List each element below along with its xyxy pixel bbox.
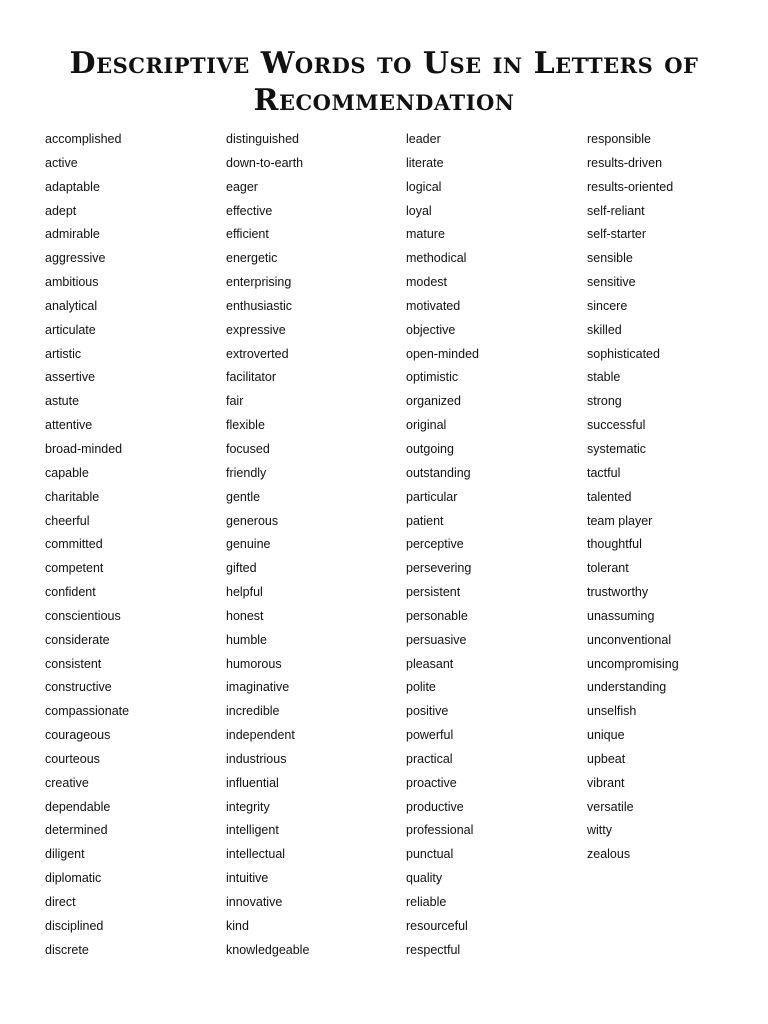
word-item: kind xyxy=(226,918,249,933)
word-item: integrity xyxy=(226,799,270,814)
word-item: adaptable xyxy=(45,179,100,194)
word-item: ambitious xyxy=(45,275,99,290)
page-title xyxy=(0,45,768,119)
word-item: efficient xyxy=(226,227,269,242)
word-item: intuitive xyxy=(226,871,269,886)
word-item: attentive xyxy=(45,418,93,433)
word-item: upbeat xyxy=(587,751,626,766)
word-item: practical xyxy=(406,751,453,766)
word-item: enterprising xyxy=(226,275,292,290)
word-item: compassionate xyxy=(45,704,130,719)
word-item: independent xyxy=(226,728,295,743)
word-item: personable xyxy=(406,608,468,623)
word-item: charitable xyxy=(45,489,100,504)
word-item: astute xyxy=(45,394,80,409)
word-item: intelligent xyxy=(226,823,279,838)
word-item: enthusiastic xyxy=(226,298,293,313)
word-item: organized xyxy=(406,394,461,409)
word-item: unique xyxy=(587,728,625,743)
word-item: active xyxy=(45,155,78,170)
word-item: cheerful xyxy=(45,513,90,528)
word-item: pleasant xyxy=(406,656,454,671)
word-item: artistic xyxy=(45,346,82,361)
word-item: broad-minded xyxy=(45,441,123,456)
word-item: admirable xyxy=(45,227,100,242)
word-item: sensible xyxy=(587,251,633,266)
word-item: perceptive xyxy=(406,537,464,552)
word-item: uncompromising xyxy=(587,656,679,671)
word-item: creative xyxy=(45,775,89,790)
word-item: objective xyxy=(406,322,456,337)
word-item: diligent xyxy=(45,847,85,862)
word-item: analytical xyxy=(45,298,98,313)
word-item: articulate xyxy=(45,322,96,337)
word-item: reliable xyxy=(406,895,447,909)
word-item: genuine xyxy=(226,537,271,552)
word-item: strong xyxy=(587,394,622,409)
word-item: motivated xyxy=(406,298,461,313)
word-item: unconventional xyxy=(587,632,672,647)
word-item: quality xyxy=(406,871,443,886)
word-item: capable xyxy=(45,465,89,480)
word-item: confident xyxy=(45,585,96,600)
word-item: particular xyxy=(406,489,458,504)
word-column-4 xyxy=(587,128,767,867)
word-item: generous xyxy=(226,513,279,528)
word-item: trustworthy xyxy=(587,585,649,600)
word-item: fair xyxy=(226,394,244,409)
word-item: friendly xyxy=(226,465,267,480)
word-item: considerate xyxy=(45,632,110,647)
page-title-line-1: Descriptive Words to Use in Letters of xyxy=(69,46,699,81)
word-item: flexible xyxy=(226,418,265,433)
word-item: humorous xyxy=(226,656,282,671)
page-title-line-2: Recommendation xyxy=(253,83,515,118)
word-item: open-minded xyxy=(406,346,479,361)
word-item: assertive xyxy=(45,370,96,385)
word-item: persistent xyxy=(406,585,461,600)
word-item: versatile xyxy=(587,799,634,814)
word-item: systematic xyxy=(587,441,647,456)
word-item: industrious xyxy=(226,751,287,766)
word-item: determined xyxy=(45,823,108,838)
word-item: unselfish xyxy=(587,704,637,719)
word-item: persevering xyxy=(406,561,472,576)
word-item: productive xyxy=(406,799,464,814)
word-item: witty xyxy=(587,823,612,838)
word-item: results-driven xyxy=(587,155,663,170)
word-item: powerful xyxy=(406,728,454,743)
word-item: proactive xyxy=(406,775,457,790)
word-item: persuasive xyxy=(406,632,467,647)
word-column-2 xyxy=(226,128,406,963)
word-item: tolerant xyxy=(587,561,629,576)
word-item: discrete xyxy=(45,942,89,957)
word-item: courteous xyxy=(45,751,100,766)
word-item: responsible xyxy=(587,132,651,146)
word-item: extroverted xyxy=(226,346,289,361)
word-item: outgoing xyxy=(406,441,454,456)
word-item: knowledgeable xyxy=(226,942,310,957)
word-item: results-oriented xyxy=(587,179,674,194)
word-item: expressive xyxy=(226,322,286,337)
word-item: logical xyxy=(406,179,442,194)
word-item: zealous xyxy=(587,847,631,862)
word-item: sophisticated xyxy=(587,346,660,361)
word-item: understanding xyxy=(587,680,667,695)
word-item: aggressive xyxy=(45,251,106,266)
word-item: self-starter xyxy=(587,227,647,242)
word-item: distinguished xyxy=(226,132,299,146)
word-item: respectful xyxy=(406,942,461,957)
word-item: effective xyxy=(226,203,273,218)
word-item: courageous xyxy=(45,728,111,743)
word-item: incredible xyxy=(226,704,280,719)
word-item: competent xyxy=(45,561,104,576)
word-item: diplomatic xyxy=(45,871,102,886)
word-item: professional xyxy=(406,823,474,838)
word-item: outstanding xyxy=(406,465,471,480)
word-item: thoughtful xyxy=(587,537,642,552)
word-item: imaginative xyxy=(226,680,290,695)
word-item: sincere xyxy=(587,298,628,313)
word-item: accomplished xyxy=(45,132,122,146)
word-item: patient xyxy=(406,513,444,528)
word-item: direct xyxy=(45,895,76,909)
word-item: original xyxy=(406,418,447,433)
word-item: disciplined xyxy=(45,918,104,933)
word-item: unassuming xyxy=(587,608,655,623)
word-item: self-reliant xyxy=(587,203,645,218)
word-item: loyal xyxy=(406,203,432,218)
word-item: modest xyxy=(406,275,447,290)
word-item: helpful xyxy=(226,585,263,600)
word-item: resourceful xyxy=(406,918,468,933)
word-item: optimistic xyxy=(406,370,459,385)
word-item: skilled xyxy=(587,322,622,337)
word-item: energetic xyxy=(226,251,278,266)
word-item: consistent xyxy=(45,656,102,671)
word-item: honest xyxy=(226,608,264,623)
word-item: methodical xyxy=(406,251,467,266)
word-item: team player xyxy=(587,513,653,528)
word-item: intellectual xyxy=(226,847,286,862)
word-item: constructive xyxy=(45,680,112,695)
word-column-1 xyxy=(45,128,225,963)
word-item: innovative xyxy=(226,895,283,909)
word-column-3 xyxy=(406,128,586,963)
word-item: successful xyxy=(587,418,646,433)
word-item: polite xyxy=(406,680,436,695)
word-item: gentle xyxy=(226,489,261,504)
word-item: facilitator xyxy=(226,370,277,385)
word-item: humble xyxy=(226,632,267,647)
word-item: literate xyxy=(406,155,444,170)
word-item: sensitive xyxy=(587,275,636,290)
word-item: focused xyxy=(226,441,270,456)
word-item: adept xyxy=(45,203,77,218)
word-item: vibrant xyxy=(587,775,625,790)
word-item: stable xyxy=(587,370,621,385)
word-item: influential xyxy=(226,775,279,790)
word-item: mature xyxy=(406,227,445,242)
word-item: committed xyxy=(45,537,103,552)
word-item: leader xyxy=(406,132,441,146)
word-item: eager xyxy=(226,179,258,194)
word-columns xyxy=(0,128,768,968)
word-item: positive xyxy=(406,704,449,719)
word-item: punctual xyxy=(406,847,454,862)
word-item: gifted xyxy=(226,561,257,576)
word-item: conscientious xyxy=(45,608,121,623)
word-item: dependable xyxy=(45,799,111,814)
word-item: down-to-earth xyxy=(226,155,304,170)
word-item: tactful xyxy=(587,465,621,480)
word-item: talented xyxy=(587,489,632,504)
